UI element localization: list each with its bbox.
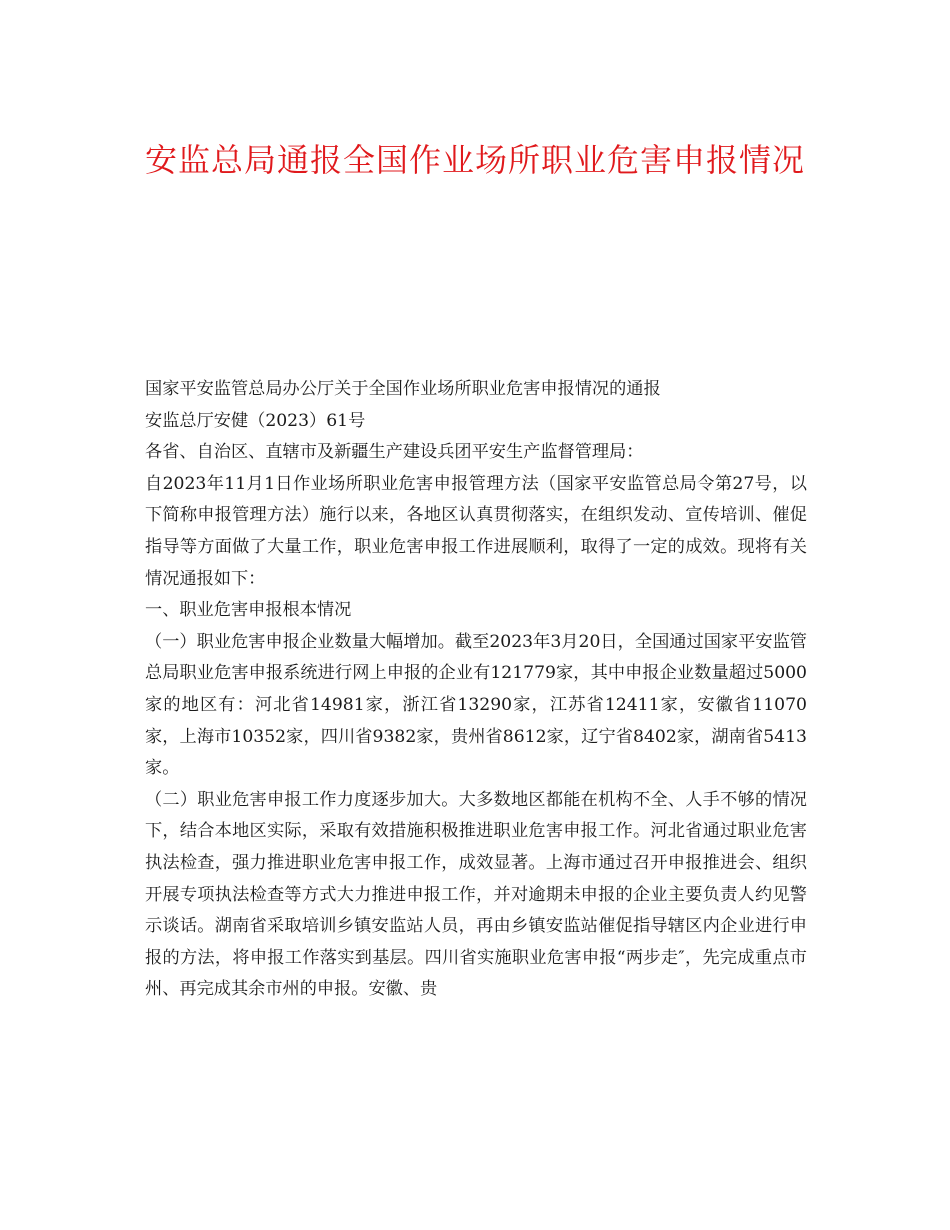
document-body [145,374,807,1006]
notice-heading: 国家平安监管总局办公厅关于全国作业场所职业危害申报情况的通报 [145,379,661,399]
salutation: 各省、自治区、直辖市及新疆生产建设兵团平安生产监督管理局： [145,442,644,463]
section-heading: 一、职业危害申报根本情况 [145,600,352,621]
intro-paragraph: 自2023年11月1日作业场所职业危害申报管理方法（国家平安监管总局令第27号，以下简称申报管理方法）施行以来，各地区认真贯彻落实，在组织发动、宣传培训、催促指导等方面做了大量工作，职业危害申报工作进展顺利，取得了一定的成效。现将有关情况通报如下： [145,473,807,589]
document-title: 安监总局通报全国作业场所职业危害申报情况 [144,141,805,179]
body-paragraph: （二）职业危害申报工作力度逐步加大。大多数地区都能在机构不全、人手不够的情况下，结合本地区实际，采取有效措施积极推进职业危害申报工作。河北省通过职业危害执法检查，强力推进职业危害申报工作，成效显著。上海市通过召开申报推进会、组织开展专项执法检查等方式大力推进申报工作，并对逾期未申报的企业主要负责人约见警示谈话。湖南省采取培训乡镇安监站人员，再由乡镇安监站催促指导辖区内企业进行申报的方法，将申报工作落实到基层。四川省实施职业危害申报“两步走″，先完成重点市州、再完成其余市州的申报。安徽、贵 [145,789,807,1000]
body-paragraph: （一）职业危害申报企业数量大幅增加。截至2023年3月20日，全国通过国家平安监管总局职业危害申报系统进行网上申报的企业有121779家，其中申报企业数量超过5000家的地区有：河北省14981家，浙江省13290家，江苏省12411家，安徽省11070家，上海市10352家，四川省9382家，贵州省8612家，辽宁省8402家，湖南省5413家。 [145,631,807,779]
document-number: 安监总厅安健（2023）61号 [145,410,366,431]
